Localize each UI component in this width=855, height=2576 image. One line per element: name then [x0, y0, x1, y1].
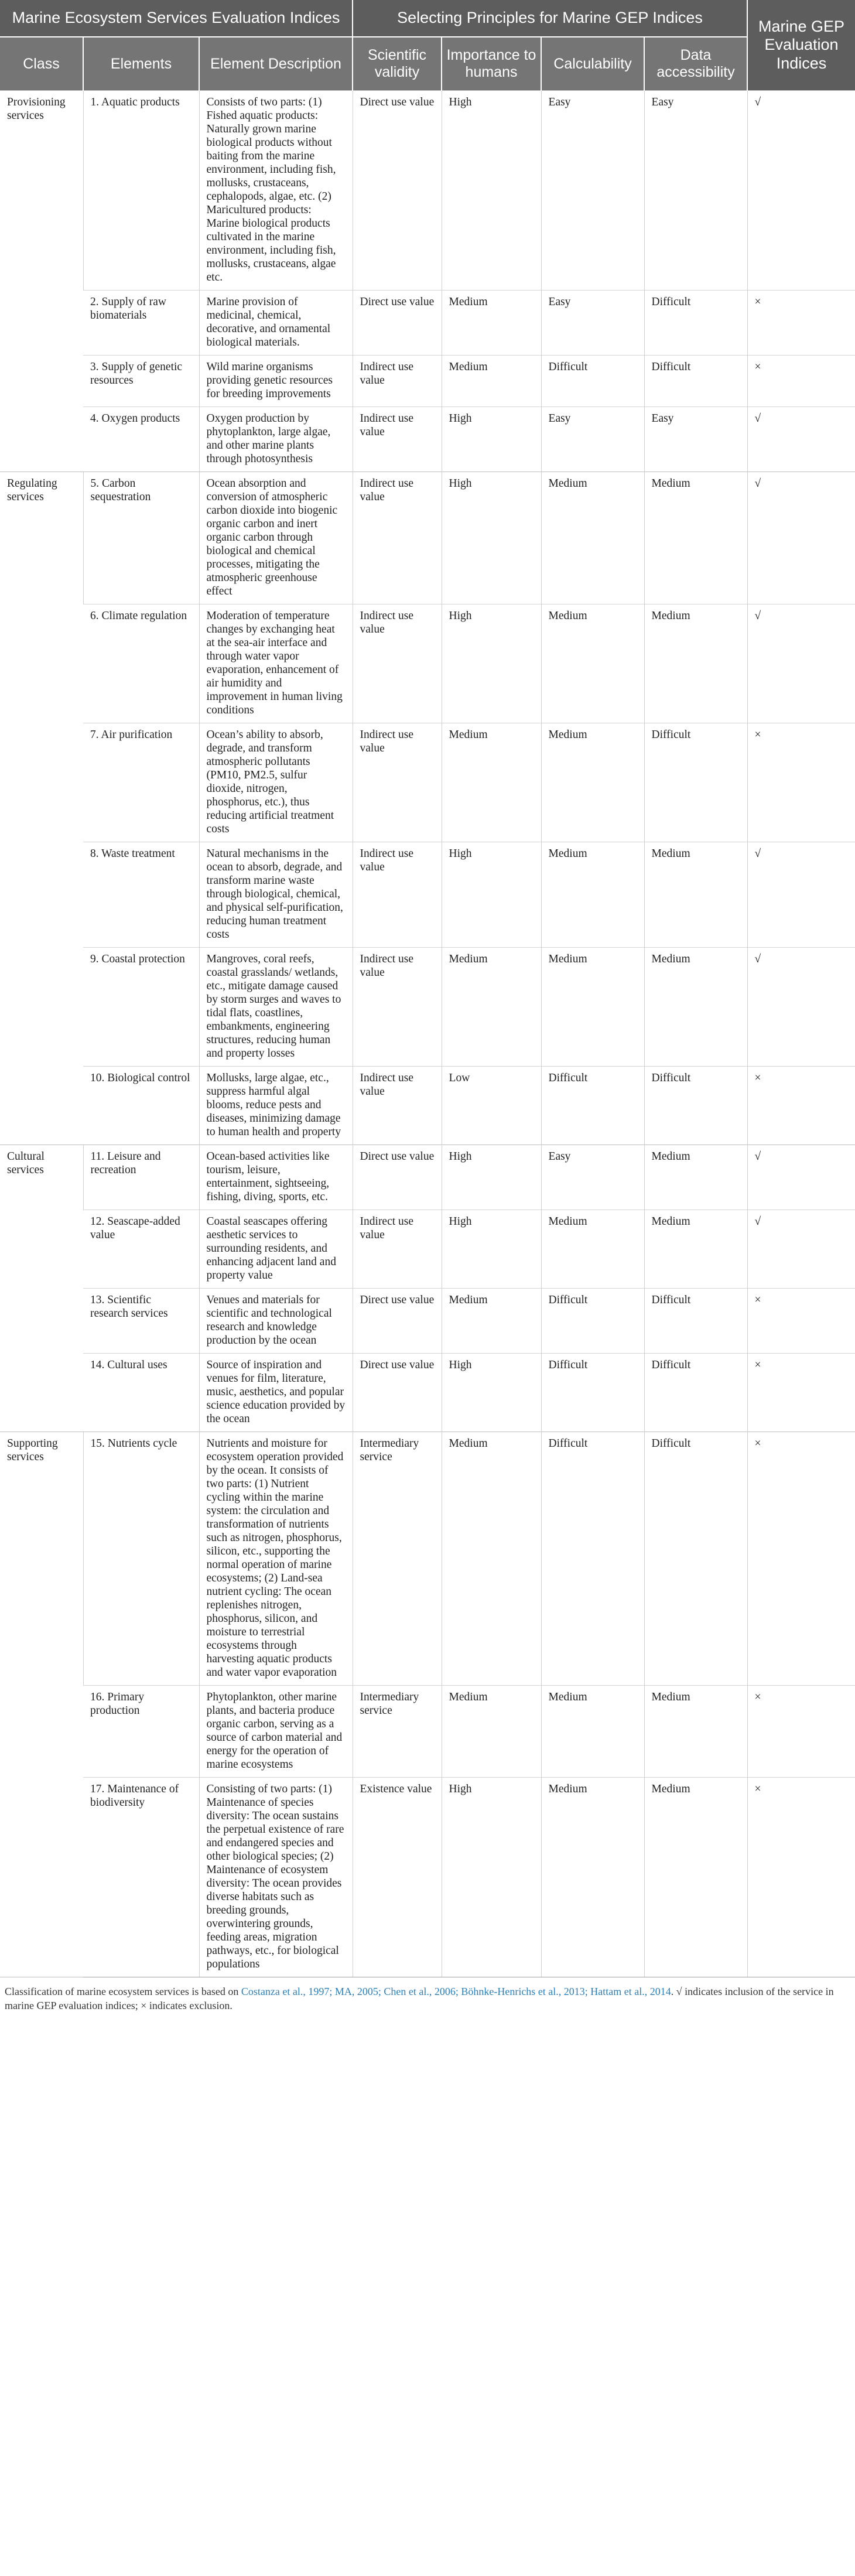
header-gep-evaluation-indices: Marine GEP Evaluation Indices: [747, 0, 855, 91]
cell-gep-included: ×: [747, 291, 855, 356]
cell-description: Wild marine organisms providing genetic resources for breeding improvements: [199, 356, 353, 407]
cell-importance: High: [442, 1354, 541, 1432]
cell-calculability: Medium: [541, 472, 644, 604]
cell-element: 8. Waste treatment: [90, 848, 175, 860]
cell-description: Mangroves, coral reefs, coastal grasslands/ wetlands, etc., mitigate damage caused by storm surges and waves to tidal flats, coastlines, embankments, engineering structures, reducing human and property losses: [199, 948, 353, 1067]
cell-importance: Medium: [442, 948, 541, 1067]
cell-data-accessibility: Difficult: [644, 1354, 747, 1432]
cell-importance: Medium: [442, 1432, 541, 1686]
cell-description: Natural mechanisms in the ocean to absorb, degrade, and transform marine waste through biological, chemical, and physical self-purification, reducing human treatment costs: [199, 842, 353, 948]
cell-class: Regulating services: [0, 472, 83, 1145]
cell-gep-included: ×: [747, 723, 855, 842]
cell-calculability: Easy: [541, 407, 644, 472]
cell-description: Ocean absorption and conversion of atmospheric carbon dioxide into biogenic organic carbon and inert organic carbon through biological and chemical processes, mitigating the atmospheric greenhouse effect: [199, 472, 353, 604]
header-group-selecting-principles: Selecting Principles for Marine GEP Indices: [353, 0, 747, 37]
cell-description: Ocean-based activities like tourism, leisure, entertainment, sightseeing, fishing, diving, sports, etc.: [199, 1145, 353, 1210]
cell-gep-included: √: [747, 1210, 855, 1289]
table-row: [0, 1686, 855, 1778]
cell-scientific-validity: Indirect use value: [353, 1210, 442, 1289]
table-row: [0, 1432, 855, 1686]
cell-gep-included: ×: [747, 1067, 855, 1145]
cell-importance: Medium: [442, 291, 541, 356]
cell-scientific-validity: Direct use value: [353, 1354, 442, 1432]
header-element-description: Element Description: [199, 37, 353, 91]
table-footnote: [0, 1977, 855, 2013]
cell-scientific-validity: Intermediary service: [353, 1432, 442, 1686]
cell-calculability: Medium: [541, 1778, 644, 1977]
cell-calculability: Medium: [541, 842, 644, 948]
cell-data-accessibility: Difficult: [644, 1289, 747, 1354]
footnote-suffix: . √ indicates inclusion of the service in marine GEP evaluation indices; × indicates exclusion.: [5, 1986, 834, 2011]
cell-scientific-validity: Direct use value: [353, 91, 442, 291]
cell-scientific-validity: Indirect use value: [353, 723, 442, 842]
cell-importance: High: [442, 604, 541, 723]
header-data-accessibility: Data accessibility: [644, 37, 747, 91]
header-scientific-validity: Scientific validity: [353, 37, 442, 91]
cell-scientific-validity: Intermediary service: [353, 1686, 442, 1778]
cell-gep-included: ×: [747, 356, 855, 407]
table-row: [0, 1354, 855, 1432]
cell-scientific-validity: Indirect use value: [353, 407, 442, 472]
header-elements: Elements: [83, 37, 199, 91]
cell-gep-included: √: [747, 1145, 855, 1210]
cell-importance: High: [442, 407, 541, 472]
cell-scientific-validity: Indirect use value: [353, 604, 442, 723]
cell-element: 13. Scientific research services: [90, 1294, 168, 1320]
cell-calculability: Difficult: [541, 1067, 644, 1145]
cell-calculability: Easy: [541, 91, 644, 291]
cell-class: Supporting services: [0, 1432, 83, 1977]
cell-scientific-validity: Indirect use value: [353, 842, 442, 948]
cell-scientific-validity: Indirect use value: [353, 948, 442, 1067]
cell-data-accessibility: Easy: [644, 407, 747, 472]
header-class: Class: [0, 37, 83, 91]
cell-description: Nutrients and moisture for ecosystem operation provided by the ocean. It consists of two parts: (1) Nutrient cycling within the marine system: the circulation and transformation of nutrients such as nitrogen, phosphorus, silicon, etc., supporting the normal operation of marine ecosystems; (2) Land-sea nutrient cycling: The ocean replenishes nitrogen, phosphorus, silicon, and moisture to terrestrial ecosystems through harvesting aquatic products and water vapor evaporation: [199, 1432, 353, 1686]
cell-data-accessibility: Medium: [644, 472, 747, 604]
cell-gep-included: √: [747, 948, 855, 1067]
cell-calculability: Difficult: [541, 356, 644, 407]
cell-description: Consists of two parts: (1) Fished aquatic products: Naturally grown marine biological products without baiting from the marine environment, including fish, mollusks, crustaceans, cephalopods, algae, etc. (2) Maricultured products: Marine biological products cultivated in the marine environment, including fish, mollusks, crustaceans, algae etc.: [199, 91, 353, 291]
cell-data-accessibility: Easy: [644, 91, 747, 291]
cell-importance: High: [442, 842, 541, 948]
cell-gep-included: ×: [747, 1354, 855, 1432]
cell-description: Oxygen production by phytoplankton, large algae, and other marine plants through photosynthesis: [199, 407, 353, 472]
cell-element: 4. Oxygen products: [90, 412, 180, 425]
cell-description: Coastal seascapes offering aesthetic services to surrounding residents, and enhancing adjacent land and property value: [199, 1210, 353, 1289]
cell-description: Source of inspiration and venues for film, literature, music, aesthetics, and popular science education provided by the ocean: [199, 1354, 353, 1432]
cell-gep-included: ×: [747, 1686, 855, 1778]
cell-element: 7. Air purification: [90, 729, 173, 741]
cell-element: 6. Climate regulation: [90, 610, 187, 622]
table-row: [0, 1210, 855, 1289]
cell-data-accessibility: Medium: [644, 1686, 747, 1778]
cell-data-accessibility: Medium: [644, 948, 747, 1067]
footnote-prefix: Classification of marine ecosystem services is based on: [5, 1986, 241, 1997]
table-row: [0, 948, 855, 1067]
cell-data-accessibility: Difficult: [644, 1067, 747, 1145]
cell-description: Phytoplankton, other marine plants, and bacteria produce organic carbon, serving as a source of carbon material and energy for the operation of marine ecosystems: [199, 1686, 353, 1778]
cell-element: 1. Aquatic products: [83, 91, 199, 291]
cell-calculability: Difficult: [541, 1354, 644, 1432]
cell-calculability: Easy: [541, 1145, 644, 1210]
cell-description: Ocean’s ability to absorb, degrade, and transform atmospheric pollutants (PM10, PM2.5, sulfur dioxide, nitrogen, phosphorus, etc.), thus reducing artificial treatment costs: [199, 723, 353, 842]
cell-gep-included: √: [747, 472, 855, 604]
cell-calculability: Medium: [541, 1686, 644, 1778]
cell-gep-included: √: [747, 91, 855, 291]
table-row: [0, 1289, 855, 1354]
cell-description: Moderation of temperature changes by exchanging heat at the sea-air interface and through water vapor evaporation, enhancement of air humidity and improvement in human living conditions: [199, 604, 353, 723]
cell-scientific-validity: Indirect use value: [353, 472, 442, 604]
table-row: [0, 1145, 855, 1210]
cell-data-accessibility: Medium: [644, 842, 747, 948]
cell-calculability: Medium: [541, 1210, 644, 1289]
cell-importance: Medium: [442, 1289, 541, 1354]
cell-importance: High: [442, 1210, 541, 1289]
cell-scientific-validity: Indirect use value: [353, 1067, 442, 1145]
cell-data-accessibility: Medium: [644, 1210, 747, 1289]
cell-description: Marine provision of medicinal, chemical, decorative, and ornamental biological materials.: [199, 291, 353, 356]
cell-importance: Medium: [442, 356, 541, 407]
cell-element: 11. Leisure and recreation: [83, 1145, 199, 1210]
cell-element: 3. Supply of genetic resources: [90, 361, 183, 387]
cell-importance: High: [442, 1145, 541, 1210]
cell-data-accessibility: Medium: [644, 604, 747, 723]
cell-calculability: Difficult: [541, 1432, 644, 1686]
cell-data-accessibility: Difficult: [644, 356, 747, 407]
cell-element: 5. Carbon sequestration: [83, 472, 199, 604]
cell-importance: Medium: [442, 723, 541, 842]
cell-element: 14. Cultural uses: [90, 1359, 167, 1371]
cell-scientific-validity: Indirect use value: [353, 356, 442, 407]
cell-scientific-validity: Direct use value: [353, 1289, 442, 1354]
cell-calculability: Easy: [541, 291, 644, 356]
cell-description: Consisting of two parts: (1) Maintenance of species diversity: The ocean sustains the perpetual existence of rare and endangered species and other biological species; (2) Maintenance of ecosystem diversity: The ocean provides diverse habitats such as breeding grounds, overwintering grounds, feeding areas, migration pathways, etc., for biological populations: [199, 1778, 353, 1977]
header-calculability: Calculability: [541, 37, 644, 91]
cell-importance: Medium: [442, 1686, 541, 1778]
table-row: [0, 842, 855, 948]
cell-gep-included: ×: [747, 1432, 855, 1686]
cell-element: 9. Coastal protection: [90, 953, 185, 965]
table-row: [0, 472, 855, 604]
cell-scientific-validity: Direct use value: [353, 1145, 442, 1210]
table-row: [0, 604, 855, 723]
cell-data-accessibility: Medium: [644, 1145, 747, 1210]
cell-scientific-validity: Existence value: [353, 1778, 442, 1977]
cell-calculability: Medium: [541, 604, 644, 723]
header-importance-to-humans: Importance to humans: [442, 37, 541, 91]
cell-element: 16. Primary production: [90, 1691, 145, 1717]
table-row: [0, 91, 855, 291]
cell-calculability: Medium: [541, 948, 644, 1067]
footnote-references-link[interactable]: Costanza et al., 1997; MA, 2005; Chen et al., 2006; Böhnke-Henrichs et al., 2013; Hattam et al., 2014: [241, 1986, 671, 1997]
cell-importance: High: [442, 1778, 541, 1977]
cell-description: Venues and materials for scientific and technological research and knowledge production by the ocean: [199, 1289, 353, 1354]
cell-gep-included: √: [747, 842, 855, 948]
cell-class: Provisioning services: [0, 91, 83, 472]
cell-element: 15. Nutrients cycle: [83, 1432, 199, 1686]
cell-gep-included: √: [747, 604, 855, 723]
table-row: [0, 723, 855, 842]
cell-element: 17. Maintenance of biodiversity: [83, 1778, 199, 1977]
cell-data-accessibility: Difficult: [644, 1432, 747, 1686]
cell-data-accessibility: Medium: [644, 1778, 747, 1977]
cell-gep-included: ×: [747, 1289, 855, 1354]
cell-gep-included: ×: [747, 1778, 855, 1977]
cell-element: 2. Supply of raw biomaterials: [90, 296, 166, 322]
cell-scientific-validity: Direct use value: [353, 291, 442, 356]
table-row: [0, 291, 855, 356]
cell-data-accessibility: Difficult: [644, 723, 747, 842]
table-row: [0, 1778, 855, 1977]
cell-element: 12. Seascape-added value: [90, 1215, 180, 1241]
table-row: [0, 356, 855, 407]
cell-importance: High: [442, 91, 541, 291]
header-group-evaluation-indices: Marine Ecosystem Services Evaluation Indices: [0, 0, 353, 37]
table-body: [0, 91, 855, 1977]
cell-calculability: Medium: [541, 723, 644, 842]
table-row: [0, 1067, 855, 1145]
cell-description: Mollusks, large algae, etc., suppress harmful algal blooms, reduce pests and diseases, minimizing damage to human health and property: [199, 1067, 353, 1145]
cell-importance: High: [442, 472, 541, 604]
cell-calculability: Difficult: [541, 1289, 644, 1354]
cell-class: Cultural services: [0, 1145, 83, 1432]
cell-importance: Low: [442, 1067, 541, 1145]
cell-gep-included: √: [747, 407, 855, 472]
cell-data-accessibility: Difficult: [644, 291, 747, 356]
table-row: [0, 407, 855, 472]
cell-element: 10. Biological control: [90, 1072, 190, 1084]
